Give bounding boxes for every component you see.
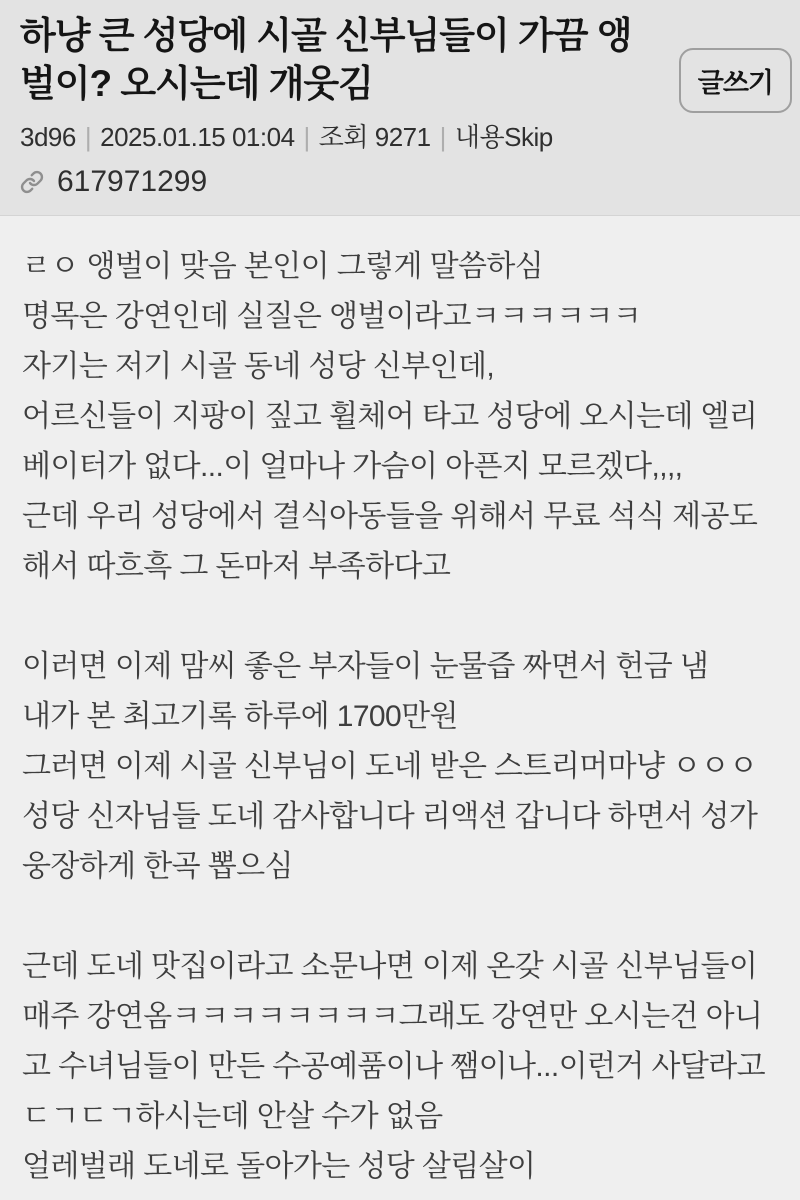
body-line: 얼레벌래 도네로 돌아가는 성당 살림살이 xyxy=(22,1150,536,1183)
views-count: 9271 xyxy=(374,122,431,152)
meta-separator: | xyxy=(439,122,446,152)
body-line: 명목은 강연인데 실질은 앵벌이라고ㅋㅋㅋㅋㅋㅋ xyxy=(22,300,642,333)
views-label: 조회 xyxy=(318,122,369,152)
paragraph xyxy=(22,942,778,1192)
author-name[interactable]: 3d96 xyxy=(20,122,76,152)
post-title: 하냥 큰 성당에 시골 신부님들이 가끔 앵벌이? 오시는데 개웃김 xyxy=(20,15,632,104)
write-post-button[interactable]: 글쓰기 xyxy=(679,48,792,113)
body-line: 근데 우리 성당에서 결식아동들을 위해서 무료 석식 제공도 해서 따흐흑 그 돈마저 부족하다고 xyxy=(22,500,758,583)
body-line: 자기는 저기 시골 동네 성당 신부인데, xyxy=(22,350,495,383)
post-id[interactable]: 617971299 xyxy=(57,165,208,198)
post-meta xyxy=(20,117,780,154)
content-skip-label: 내용Skip xyxy=(454,122,553,152)
body-line: ㄹㅇ 앵벌이 맞음 본인이 그렇게 말씀하심 xyxy=(22,250,544,283)
post-link-row[interactable] xyxy=(20,165,780,199)
meta-separator: | xyxy=(303,122,310,152)
body-line: 근데 도네 맛집이라고 소문나면 이제 온갖 시골 신부님들이 매주 강연옴ㅋㅋㅋㅋㅋㅋㅋㅋ그래도 강연만 오시는건 아니고 수녀님들이 만든 수공예품이나 쨈이나...이런거 사달라고 ㄷㄱㄷㄱ하시는데 안살 수가 없음 xyxy=(22,950,765,1133)
post-header xyxy=(0,0,800,216)
body-line: 내가 본 최고기록 하루에 1700만원 xyxy=(22,700,458,733)
body-line: 그러면 이제 시골 신부님이 도네 받은 스트리머마냥 ㅇㅇㅇ성당 신자님들 도네 감사합니다 리액션 갑니다 하면서 성가 웅장하게 한곡 뽑으심 xyxy=(22,750,758,883)
post-body xyxy=(0,216,800,1192)
body-line: 이러면 이제 맘씨 좋은 부자들이 눈물즙 짜면서 헌금 냄 xyxy=(22,650,709,683)
body-line: 어르신들이 지팡이 짚고 휠체어 타고 성당에 오시는데 엘리베이터가 없다...이 얼마나 가슴이 아픈지 모르겠다,,,, xyxy=(22,400,758,483)
meta-separator: | xyxy=(84,122,92,152)
paragraph xyxy=(22,242,778,592)
link-icon[interactable] xyxy=(20,170,44,194)
paragraph xyxy=(22,642,778,892)
post-date: 2025.01.15 01:04 xyxy=(100,122,295,152)
